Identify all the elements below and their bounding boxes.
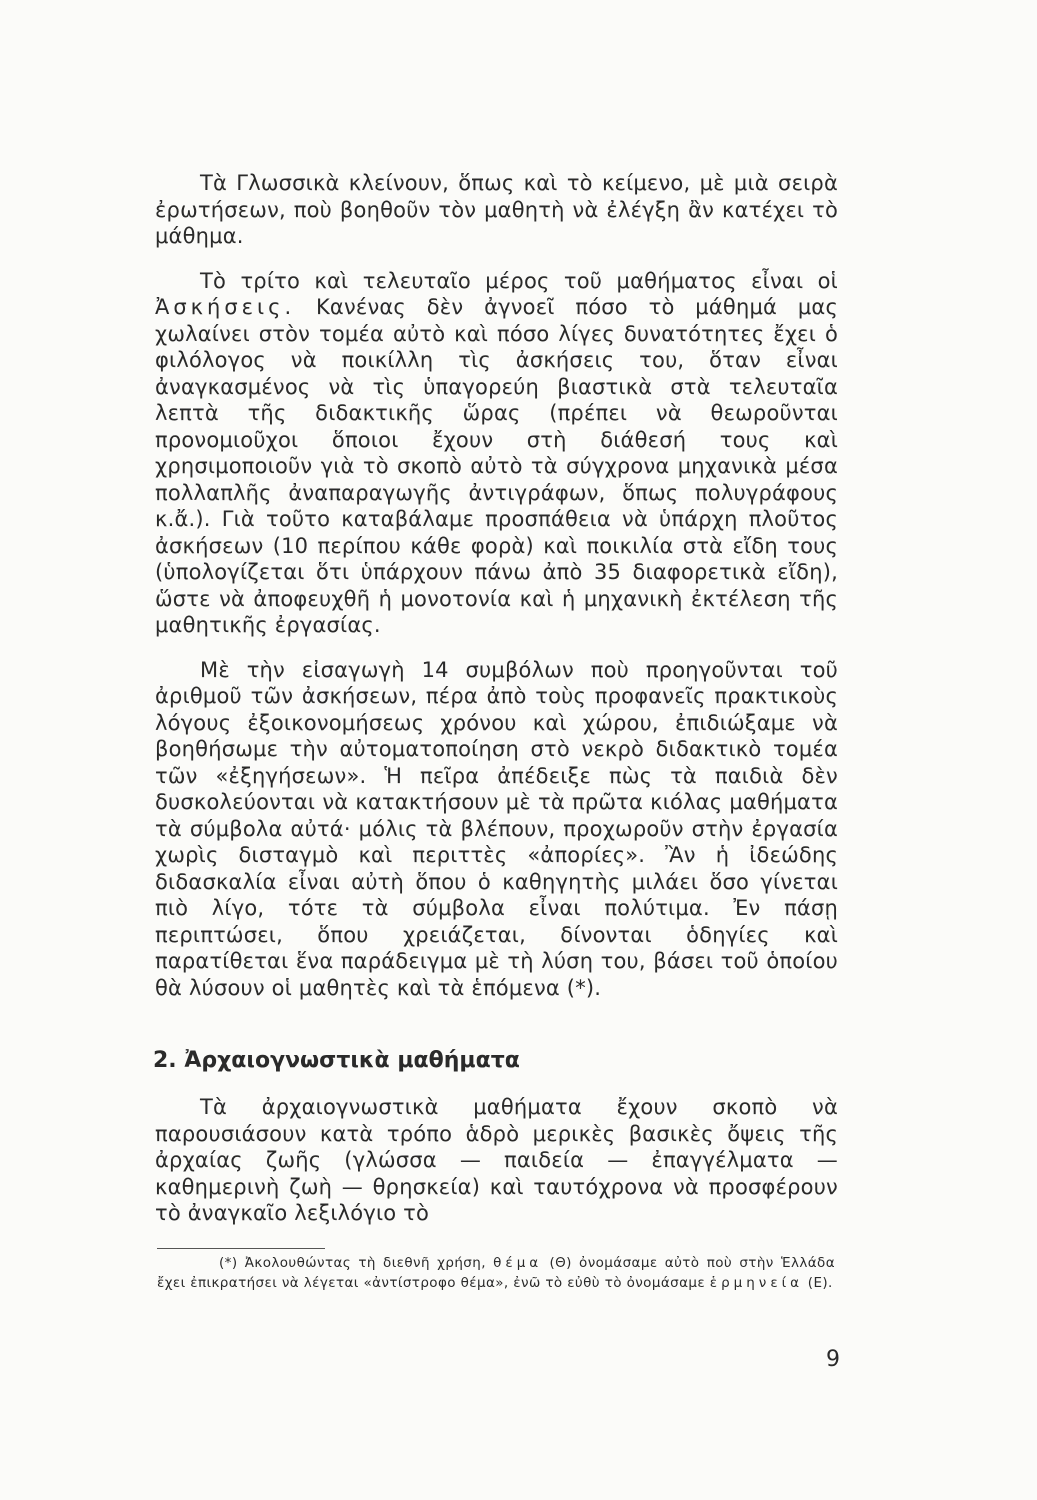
- body-text: [155, 170, 838, 1001]
- footnote-text-c: (Ε).: [807, 1275, 833, 1291]
- section-body: [155, 1094, 838, 1227]
- paragraph-askiseis-start: Τὸ τρίτο καὶ τελευταῖο μέρος τοῦ μαθήματος εἶναι οἱ: [200, 268, 838, 293]
- section-heading: 2. Ἀρχαιογνωστικὰ μαθήματα: [153, 1048, 520, 1073]
- footnote-term-thema: θέμα: [493, 1255, 543, 1271]
- paragraph-glossika: Τὰ Γλωσσικὰ κλείνουν, ὅπως καὶ τὸ κείμενο, μὲ μιὰ σειρὰ ἐρωτήσεων, ποὺ βοηθοῦν τὸν μαθητὴ νὰ ἐλέγξη ἂν κατέχει τὸ μάθημα.: [155, 171, 838, 248]
- footnote-term-ermineia: ἑρμηνεία: [709, 1275, 804, 1291]
- footnote-divider: [157, 1248, 325, 1249]
- footnote-marker: (*): [219, 1255, 238, 1271]
- paragraph-askiseis-rest: Κανένας δὲν ἀγνοεῖ πόσο τὸ μάθημά μας χωλαίνει στὸν τομέα αὐτὸ καὶ πόσο λίγες δυνατότητες ἔχει ὁ φιλόλογος νὰ ποικίλλη τὶς ἀσκήσεις του, ὅταν εἶναι ἀναγκασμένος νὰ τὶς ὑπαγορεύη βιαστικὰ στὰ τελευταῖα λεπτὰ τῆς διδακτικῆς ὥρας (πρέπει νὰ θεωροῦνται προνομιοῦχοι ὅποιοι ἔχουν στὴ διάθεσή τους καὶ χρησιμοποιοῦν γιὰ τὸ σκοπὸ αὐτὸ τὰ σύγχρονα μηχανικὰ μέσα πολλαπλῆς ἀναπαραγωγῆς ἀντιγράφων, ὅπως πολυγράφους κ.ἄ.). Γιὰ τοῦτο καταβάλαμε προσπάθεια νὰ ὑπάρχη πλοῦτος ἀσκήσεων (10 περίπου κάθε φορὰ) καὶ ποικιλία στὰ εἴδη τους (ὑπολογίζεται ὅτι ὑπάρχουν πάνω ἀπὸ 35 διαφορετικὰ εἴδη), ὥστε νὰ ἀποφευχθῆ ἡ μονοτονία καὶ ἡ μηχανικὴ ἐκτέλεση τῆς μαθητικῆς ἐργασίας.: [155, 295, 838, 637]
- paragraph-askiseis: [155, 268, 838, 639]
- page-number: 9: [826, 1347, 840, 1372]
- term-askiseis: Ἀσκήσεις.: [155, 295, 296, 319]
- footnote-text-a: Ἀκολουθώντας τὴ διεθνῆ χρήση,: [244, 1255, 486, 1271]
- footnote: [157, 1253, 835, 1293]
- paragraph-symbols: Μὲ τὴν εἰσαγωγὴ 14 συμβόλων ποὺ προηγοῦνται τοῦ ἀριθμοῦ τῶν ἀσκήσεων, πέρα ἀπὸ τοὺς προφανεῖς πρακτικοὺς λόγους ἐξοικονομήσεως χρόνου καὶ χώρου, ἐπιδιώξαμε νὰ βοηθήσωμε τὴν αὐτοματοποίηση στὸ νεκρὸ διδακτικὸ τομέα τῶν «ἐξηγήσεων». Ἡ πεῖρα ἀπέδειξε πὼς τὰ παιδιὰ δὲν δυσκολεύονται νὰ κατακτήσουν μὲ τὰ πρῶτα κιόλας μαθήματα τὰ σύμβολα αὐτά· μόλις τὰ βλέπουν, προχωροῦν στὴν ἐργασία χωρὶς δισταγμὸ καὶ περιττὲς «ἀπορίες». Ἂν ἡ ἰδεώδης διδασκαλία εἶναι αὐτὴ ὅπου ὁ καθηγητὴς μιλάει ὅσο γίνεται πιὸ λίγο, τότε τὰ σύμβολα εἶναι πολύτιμα. Ἐν πάσῃ περιπτώσει, ὅπου χρειάζεται, δίνονται ὁδηγίες καὶ παρατίθεται ἕνα παράδειγμα μὲ τὴ λύση του, βάσει τοῦ ὁποίου θὰ λύσουν οἱ μαθητὲς καὶ τὰ ἑπόμενα (*).: [155, 657, 838, 1000]
- paragraph-archaiognostika: Τὰ ἀρχαιογνωστικὰ μαθήματα ἔχουν σκοπὸ νὰ παρουσιάσουν κατὰ τρόπο ἁδρὸ μερικὲς βασικὲς ὄψεις τῆς ἀρχαίας ζωῆς (γλώσσα — παιδεία — ἐπαγγέλματα — καθημερινὴ ζωὴ — θρησκεία) καὶ ταυτόχρονα νὰ προσφέρουν τὸ ἀναγκαῖο λεξιλόγιο τὸ: [155, 1095, 838, 1225]
- footnote-text-b: (Θ) ὀνομάσαμε αὐτὸ ποὺ στὴν Ἑλλάδα ἔχει ἐπικρατήσει νὰ λέγεται «ἀντίστροφο θέμα», ἐνῶ τὸ εὐθὺ τὸ ὀνομάσαμε: [157, 1255, 835, 1291]
